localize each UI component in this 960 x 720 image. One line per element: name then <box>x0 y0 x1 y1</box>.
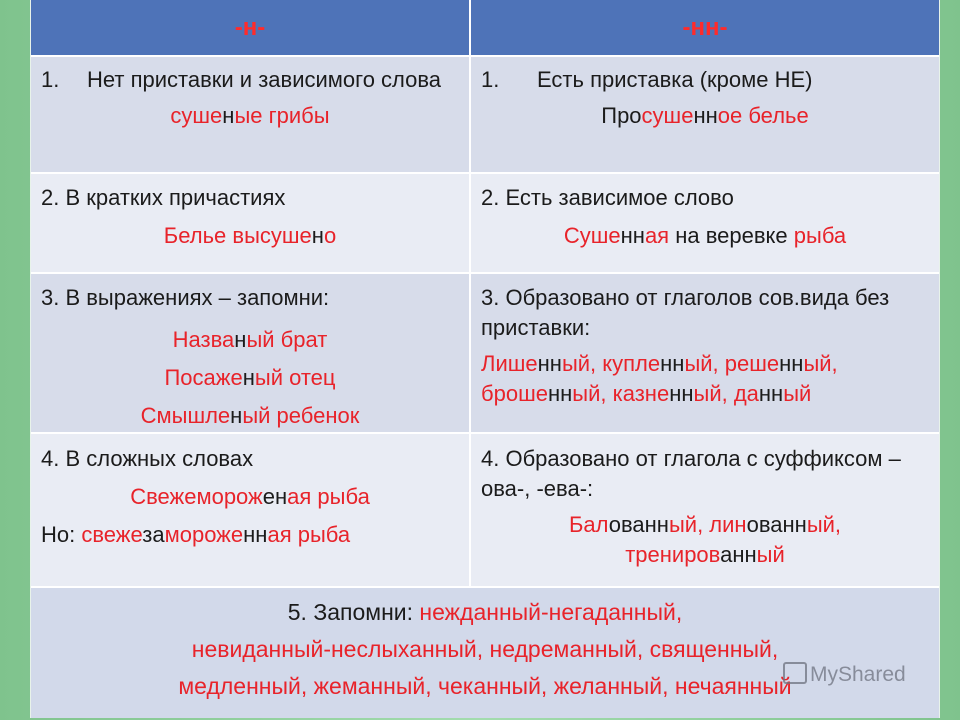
rule-description: 4. В сложных словах <box>41 446 254 471</box>
exception-prefix: Но: <box>41 522 82 547</box>
example-list <box>481 349 929 409</box>
table-header <box>31 0 939 55</box>
example-fragment: Лише <box>481 351 538 376</box>
rule-description: 3. Образовано от глаголов сов.вида без приставки: <box>481 285 890 340</box>
example-fragment: морож <box>164 522 231 547</box>
remember-words: нежданный-негаданный, <box>419 599 683 625</box>
example-fragment: за <box>142 522 165 547</box>
example-line <box>481 510 929 540</box>
example-line-exception <box>41 520 459 550</box>
rule-text <box>41 65 459 95</box>
rule-description: 2. Есть зависимое слово <box>481 185 734 210</box>
rule-cell-right <box>471 174 939 272</box>
remember-lead: 5. Запомни: <box>287 599 420 625</box>
example-fragment: Про <box>601 103 642 128</box>
example-fragment: н <box>230 403 243 428</box>
example-fragment: ый <box>756 542 785 567</box>
example-fragment: рыба <box>793 223 847 248</box>
example-line <box>481 101 929 131</box>
example-fragment: Свежеморож <box>130 484 263 509</box>
remember-row <box>31 588 939 718</box>
example-fragment: нн <box>669 381 694 406</box>
example-fragment: Назва <box>172 327 235 352</box>
example-fragment: нн <box>243 522 268 547</box>
example-fragment: нн <box>693 103 718 128</box>
example-fragment: ова <box>746 512 783 537</box>
example-fragment: а <box>720 542 733 567</box>
example-line <box>41 101 459 131</box>
rule-number: 1. <box>481 67 500 92</box>
exception-example <box>81 522 350 547</box>
watermark <box>783 662 906 687</box>
example-fragment: нн <box>782 512 807 537</box>
example-line <box>481 540 929 570</box>
example-list <box>41 321 459 435</box>
example-fragment: ый, купле <box>561 351 661 376</box>
rule-number: 1. <box>41 67 60 92</box>
example-fragment: ый, да <box>693 381 759 406</box>
example-fragment: ый, <box>803 351 838 376</box>
example-line <box>481 379 929 409</box>
header-double-n: -нн- <box>682 14 728 41</box>
example-line <box>41 321 459 359</box>
example-fragment: нн <box>779 351 804 376</box>
rule-description: 4. Образовано от глагола с суффиксом –ова-, -ева-: <box>481 446 901 501</box>
rule-cell-left <box>31 434 471 586</box>
example-fragment: свеже <box>81 522 143 547</box>
rule-description: Нет приставки и зависимого слова <box>87 67 442 92</box>
example-fragment: е <box>262 484 276 509</box>
example-fragment: на веревке <box>669 223 794 248</box>
example-list <box>481 510 929 570</box>
example-fragment: Бал <box>568 512 609 537</box>
example-fragment: Смышле <box>140 403 231 428</box>
example-fragment: ый, казне <box>572 381 670 406</box>
remember-line-1 <box>31 594 939 631</box>
example-fragment: нн <box>758 381 784 406</box>
example-fragment: н <box>234 327 247 352</box>
table-row <box>31 434 939 586</box>
rule-cell-right <box>471 57 939 172</box>
example-fragment: ый <box>783 381 812 406</box>
rule-text <box>481 65 929 95</box>
example-fragment: ый, <box>806 512 842 537</box>
example-fragment: ое белье <box>717 103 809 128</box>
rules-table <box>30 0 940 718</box>
example-fragment: Белье высуше <box>163 223 312 248</box>
rule-cell-left <box>31 57 471 172</box>
example-fragment: броше <box>481 381 548 406</box>
example-fragment: трениров <box>625 542 721 567</box>
example-fragment: Суше <box>563 223 621 248</box>
example-fragment: суше <box>170 103 223 128</box>
example-line <box>41 221 459 251</box>
example-fragment: нн <box>644 512 669 537</box>
remember-line-2: невиданный-неслыханный, недреманный, священный, <box>191 636 779 662</box>
watermark-text: MyShared <box>810 663 906 686</box>
example-fragment: ый брат <box>246 327 328 352</box>
example-fragment: о <box>323 223 337 248</box>
rule-description: 2. В кратких причастиях <box>41 185 286 210</box>
table-row <box>31 57 939 172</box>
example-line <box>481 349 929 379</box>
example-fragment: ая <box>644 223 670 248</box>
example-fragment: ый, реше <box>684 351 780 376</box>
table-row <box>31 274 939 432</box>
example-fragment: н <box>242 365 255 390</box>
remember-block <box>31 588 939 705</box>
example-fragment: ая рыба <box>267 522 351 547</box>
example-fragment: ова <box>608 512 645 537</box>
rule-cell-left <box>31 174 471 272</box>
table-row <box>31 174 939 272</box>
example-fragment: нн <box>547 381 573 406</box>
example-fragment: Посаже <box>164 365 243 390</box>
example-line <box>41 482 459 512</box>
example-fragment: суше <box>641 103 694 128</box>
example-line <box>41 359 459 397</box>
example-fragment: нн <box>620 223 645 248</box>
watermark-logo-icon <box>783 662 807 684</box>
example-fragment: ые грибы <box>234 103 330 128</box>
example-fragment: н <box>311 223 324 248</box>
example-fragment: ый ребенок <box>242 403 360 428</box>
example-fragment: нн <box>660 351 685 376</box>
remember-line-3: медленный, жеманный, чеканный, желанный, нечаянный <box>178 673 792 699</box>
example-fragment: нн <box>537 351 562 376</box>
example-fragment: ая рыба <box>287 484 370 509</box>
example-fragment: ый, лин <box>668 512 747 537</box>
example-fragment: ый отец <box>254 365 336 390</box>
rule-description: 3. В выражениях – запомни: <box>41 285 330 310</box>
header-single-n: -н- <box>31 0 471 55</box>
rule-cell-right <box>471 434 939 586</box>
rule-cell-left <box>31 274 471 432</box>
example-line <box>481 221 929 251</box>
example-fragment: нн <box>732 542 757 567</box>
example-fragment: н <box>275 484 288 509</box>
example-line <box>41 397 459 435</box>
rule-description: Есть приставка (кроме НЕ) <box>537 67 813 92</box>
example-fragment: н <box>222 103 235 128</box>
example-fragment: е <box>230 522 244 547</box>
rule-cell-right <box>471 274 939 432</box>
